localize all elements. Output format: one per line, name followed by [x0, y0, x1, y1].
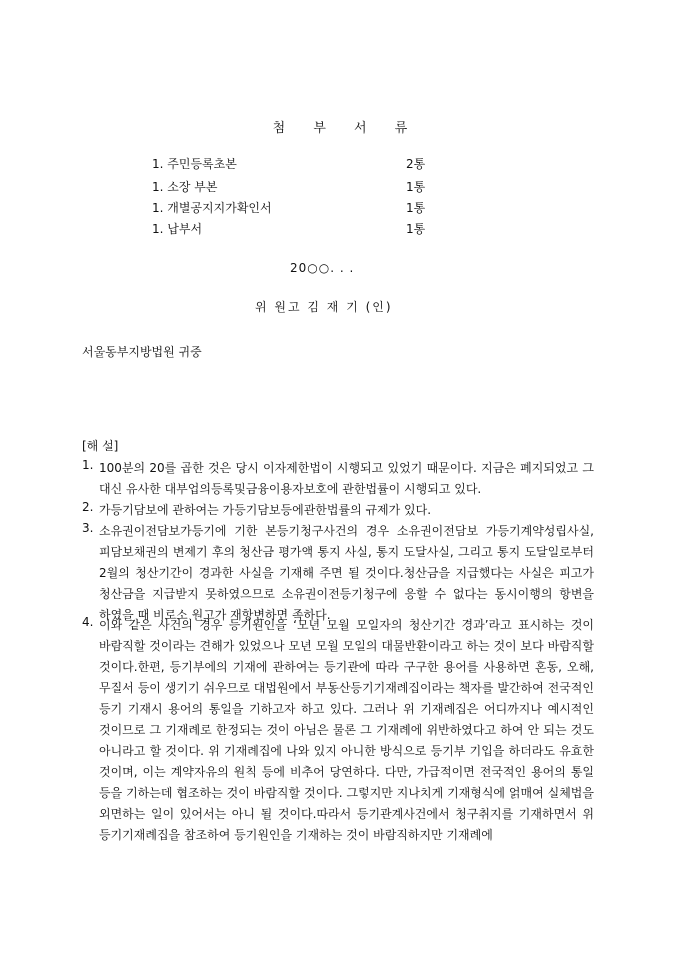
attachment-label: 1. 주민등록초본	[152, 157, 237, 171]
attachment-label: 1. 납부서	[152, 222, 203, 236]
attachment-label: 1. 개별공지지가확인서	[152, 201, 272, 215]
attachments-title: 첨 부 서 류	[272, 121, 420, 136]
explanation-number: 4.	[82, 615, 94, 629]
attachment-item	[152, 199, 452, 217]
plaintiff-signature-line: 위 원고 김 재 기 (인)	[255, 300, 393, 314]
explanation-number: 2.	[82, 500, 94, 514]
attachment-item	[152, 220, 452, 238]
attachment-item	[152, 155, 452, 173]
explanation-item	[82, 458, 594, 500]
explanation-item	[82, 615, 594, 846]
explanation-number: 3.	[82, 521, 94, 535]
attachment-item	[152, 178, 452, 196]
attachment-count: 1통	[406, 201, 426, 215]
explanation-text: 소유권이전담보가등기에 기한 본등기청구사건의 경우 소유권이전담보 가등기계약성립사실, 피담보채권의 변제기 후의 청산금 평가액 통지 사실, 통지 도달사실, 그리고 통지 도달일로부터 2월의 청산기간이 경과한 사실을 기재해 주면 될 것이다.청산금을 지급했다는 사실은 피고가 청산금을 지급받지 못하였으므로 소유권이전등기청구에 응할 수 없다는 동시이행의 항변을 하였을 때 비로소 원고가 재항변하면 족하다.	[99, 524, 594, 622]
attachment-count: 2통	[406, 157, 426, 171]
attachment-count: 1통	[406, 222, 426, 236]
explanation-text: 100분의 20를 곱한 것은 당시 이자제한법이 시행되고 있었기 때문이다. 지금은 폐지되었고 그 대신 유사한 대부업의등록및금융이용자보호에 관한법률이 시행되고 있다.	[99, 461, 594, 496]
explanation-text: 이와 같은 사건의 경우 등기원인을 ‘모년 모월 모일자의 청산기간 경과’라고 표시하는 것이 바람직할 것이라는 견해가 있었으나 모년 모월 모일의 대물반환이라고 하는 것이 보다 바람직할 것이다.한편, 등기부에의 기재에 관하여는 등기관에 따라 구구한 용어를 사용하면 혼동, 오해, 무질서 등이 생기기 쉬우므로 대법원에서 부동산등기기재례집이라는 책자를 발간하여 전국적인 등기 기재시 용어의 통일을 기하고자 하고 있다. 그러나 위 기재례집은 어디까지나 예시적인 것이므로 그 기재례로 한정되는 것이 아님은 물론 그 기재례에 위반하였다고 하여 안 되는 것도 아니라고 할 것이다. 위 기재례집에 나와 있지 아니한 방식으로 등기부 기입을 하더라도 유효한 것이며, 이는 계약자유의 원칙 등에 비추어 당연하다. 다만, 가급적이면 전국적인 용어의 통일 등을 기하는데 협조하는 것이 바람직할 것이다. 그렇지만 지나치게 기재형식에 얽매여 실체법을 외면하는 일이 있어서는 아니 될 것이다.따라서 등기관계사건에서 청구취지를 기재하면서 위 등기기재례집을 참조하여 등기원인을 기재하는 것이 바람직하지만 기재례에	[99, 618, 594, 842]
explanation-text: 가등기담보에 관하여는 가등기담보등에관한법률의 규제가 있다.	[99, 503, 432, 517]
explanation-item	[82, 500, 594, 521]
attachment-label: 1. 소장 부본	[152, 180, 218, 194]
attachment-count: 1통	[406, 180, 426, 194]
court-addressee: 서울동부지방법원 귀중	[82, 345, 202, 359]
explanation-header: [해 설]	[82, 439, 119, 453]
explanation-number: 1.	[82, 458, 94, 472]
filing-date: 20○○. . .	[290, 261, 355, 275]
explanation-item	[82, 521, 594, 626]
